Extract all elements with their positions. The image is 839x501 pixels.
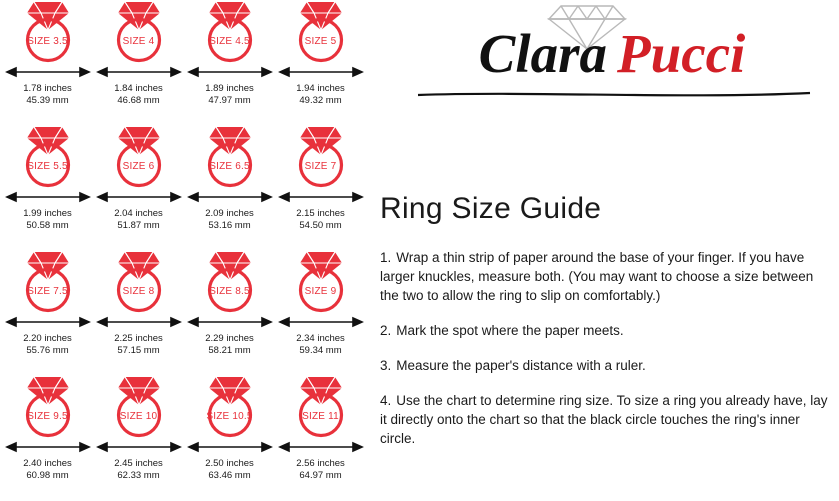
ring-size-cell	[93, 375, 184, 499]
ring-size-cell	[184, 375, 275, 499]
instruction-step	[380, 248, 832, 305]
diameter-arrow-icon	[184, 189, 275, 205]
brand-name-second: Pucci	[617, 23, 746, 84]
diameter-arrow-icon	[275, 189, 366, 205]
ring-size-label: SIZE 5	[304, 36, 337, 47]
ring-size-inches: 2.04 inches	[114, 208, 163, 219]
ring-illustration-icon	[275, 375, 366, 439]
ring-size-inches: 2.20 inches	[23, 333, 72, 344]
ring-illustration-icon	[184, 250, 275, 314]
ring-illustration-icon	[93, 125, 184, 189]
instruction-step	[380, 391, 832, 448]
ring-measurements	[184, 333, 275, 356]
ring-size-cell	[275, 375, 366, 499]
diameter-arrow-icon	[184, 439, 275, 455]
ring-size-label: SIZE 4.5	[209, 36, 250, 47]
ring-size-label: SIZE 9.5	[27, 411, 68, 422]
ring-size-mm: 57.15 mm	[117, 344, 160, 356]
ring-size-inches: 1.84 inches	[114, 83, 163, 94]
ring-illustration-icon	[184, 375, 275, 439]
ring-illustration-icon	[275, 250, 366, 314]
ring-size-cell	[93, 125, 184, 249]
step-text: Mark the spot where the paper meets.	[396, 323, 624, 338]
ring-size-label: SIZE 8.5	[209, 286, 250, 297]
diameter-arrow-icon	[93, 189, 184, 205]
diameter-arrow-icon	[93, 439, 184, 455]
ring-illustration-icon	[275, 0, 366, 64]
diameter-arrow-icon	[2, 439, 93, 455]
ring-size-label: SIZE 8	[122, 286, 155, 297]
ring-size-label: SIZE 11	[302, 411, 339, 422]
ring-illustration-icon	[184, 125, 275, 189]
ring-measurements	[184, 458, 275, 481]
ring-size-cell	[275, 0, 366, 124]
instruction-step	[380, 321, 832, 340]
brand-underline	[414, 86, 814, 89]
ring-size-mm: 51.87 mm	[117, 219, 160, 231]
ring-size-cell	[2, 0, 93, 124]
ring-illustration-icon	[275, 125, 366, 189]
ring-size-inches: 2.25 inches	[114, 333, 163, 344]
ring-measurements	[184, 208, 275, 231]
ring-size-inches: 2.40 inches	[23, 458, 72, 469]
ring-size-mm: 62.33 mm	[117, 469, 160, 481]
ring-size-inches: 2.15 inches	[296, 208, 345, 219]
instruction-steps	[380, 248, 832, 464]
ring-size-cell	[2, 250, 93, 374]
ring-size-label: SIZE 3.5	[27, 36, 68, 47]
step-number: 3.	[380, 358, 392, 373]
ring-size-label: SIZE 6	[122, 161, 155, 172]
ring-size-inches: 1.94 inches	[296, 83, 345, 94]
ring-size-mm: 55.76 mm	[26, 344, 69, 356]
ring-measurements	[275, 333, 366, 356]
diameter-arrow-icon	[93, 64, 184, 80]
step-text: Use the chart to determine ring size. To size a ring you already have, lay it directly onto the chart so that the black circle touches the ring's inner circle.	[380, 393, 828, 446]
ring-size-mm: 49.32 mm	[299, 94, 342, 106]
brand-name-first: Clara	[478, 23, 608, 84]
diameter-arrow-icon	[93, 314, 184, 330]
ring-size-cell	[275, 250, 366, 374]
ring-measurements	[2, 208, 93, 231]
step-text: Measure the paper's distance with a ruler.	[396, 358, 646, 373]
ring-size-mm: 53.16 mm	[208, 219, 251, 231]
ring-measurements	[93, 83, 184, 106]
diameter-arrow-icon	[2, 64, 93, 80]
ring-size-label: SIZE 10.5	[206, 411, 253, 422]
ring-size-mm: 45.39 mm	[26, 94, 69, 106]
ring-size-label: SIZE 9	[304, 286, 337, 297]
diameter-arrow-icon	[275, 64, 366, 80]
ring-measurements	[93, 333, 184, 356]
ring-size-inches: 2.34 inches	[296, 333, 345, 344]
ring-size-cell	[275, 125, 366, 249]
diameter-arrow-icon	[275, 314, 366, 330]
ring-size-cell	[2, 125, 93, 249]
ring-illustration-icon	[93, 375, 184, 439]
diameter-arrow-icon	[2, 189, 93, 205]
ring-size-mm: 63.46 mm	[208, 469, 251, 481]
ring-size-grid	[0, 0, 366, 501]
ring-measurements	[93, 208, 184, 231]
step-number: 1.	[380, 250, 392, 265]
ring-illustration-icon	[2, 125, 93, 189]
ring-illustration-icon	[2, 250, 93, 314]
ring-size-mm: 60.98 mm	[26, 469, 69, 481]
step-text: Wrap a thin strip of paper around the base of your finger. If you have larger knuckles, measure both. (You may want to choose a size between the two to allow the ring to slip on comfortably.)	[380, 250, 814, 303]
ring-illustration-icon	[93, 250, 184, 314]
ring-size-label: SIZE 10	[119, 411, 158, 422]
ring-size-cell	[184, 250, 275, 374]
ring-size-inches: 2.45 inches	[114, 458, 163, 469]
ring-size-label: SIZE 7.5	[27, 286, 68, 297]
ring-size-mm: 64.97 mm	[299, 469, 342, 481]
ring-measurements	[184, 83, 275, 106]
ring-size-mm: 59.34 mm	[299, 344, 342, 356]
ring-measurements	[93, 458, 184, 481]
diameter-arrow-icon	[184, 64, 275, 80]
ring-illustration-icon	[2, 0, 93, 64]
ring-illustration-icon	[2, 375, 93, 439]
ring-size-label: SIZE 6.5	[209, 161, 250, 172]
ring-illustration-icon	[93, 0, 184, 64]
ring-size-inches: 1.78 inches	[23, 83, 72, 94]
ring-size-label: SIZE 4	[122, 36, 155, 47]
right-panel	[374, 0, 839, 501]
ring-size-inches: 2.56 inches	[296, 458, 345, 469]
ring-size-cell	[93, 0, 184, 124]
ring-measurements	[2, 83, 93, 106]
brand-logo	[384, 0, 834, 110]
step-number: 2.	[380, 323, 392, 338]
page-title: Ring Size Guide	[380, 192, 602, 225]
ring-size-mm: 50.58 mm	[26, 219, 69, 231]
ring-size-mm: 47.97 mm	[208, 94, 251, 106]
ring-measurements	[275, 83, 366, 106]
ring-illustration-icon	[184, 0, 275, 64]
ring-size-inches: 1.89 inches	[205, 83, 254, 94]
ring-size-mm: 58.21 mm	[208, 344, 251, 356]
diameter-arrow-icon	[184, 314, 275, 330]
ring-size-mm: 54.50 mm	[299, 219, 342, 231]
ring-size-label: SIZE 7	[304, 161, 337, 172]
ring-measurements	[275, 458, 366, 481]
diameter-arrow-icon	[275, 439, 366, 455]
diameter-arrow-icon	[2, 314, 93, 330]
ring-size-cell	[184, 0, 275, 124]
ring-size-cell	[184, 125, 275, 249]
ring-size-mm: 46.68 mm	[117, 94, 160, 106]
brand-name	[392, 22, 832, 85]
ring-size-cell	[93, 250, 184, 374]
ring-size-label: SIZE 5.5	[27, 161, 68, 172]
ring-size-inches: 1.99 inches	[23, 208, 72, 219]
ring-measurements	[2, 458, 93, 481]
ring-size-inches: 2.09 inches	[205, 208, 254, 219]
ring-size-inches: 2.29 inches	[205, 333, 254, 344]
ring-measurements	[275, 208, 366, 231]
step-number: 4.	[380, 393, 392, 408]
ring-size-inches: 2.50 inches	[205, 458, 254, 469]
instruction-step	[380, 356, 832, 375]
ring-measurements	[2, 333, 93, 356]
ring-size-cell	[2, 375, 93, 499]
